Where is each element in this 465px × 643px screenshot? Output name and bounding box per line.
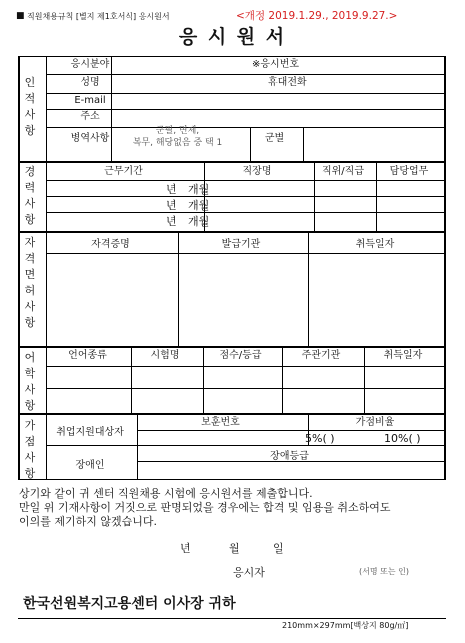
career-row-1-year: 년 [166, 183, 177, 196]
revision-note: <개정 2019.1.29., 2019.9.27.> [236, 10, 398, 22]
personal-section-label: 인적사항 [24, 76, 36, 137]
career-row-2-year: 년 [166, 199, 177, 212]
career-header-duty: 담당업무 [389, 166, 429, 177]
language-header-score: 점수/등급 [219, 350, 262, 361]
regulation-text: 직원채용규칙 [별지 제1호서식] 응시원서 [27, 12, 170, 21]
veteran-target-label: 취업지원대상자 [56, 427, 124, 438]
career-row-3-month: 개월 [188, 215, 210, 228]
disabled-grade-label: 장애등급 [270, 451, 309, 462]
field-label: 응시분야 [70, 59, 110, 70]
career-header-position: 직위/직급 [321, 166, 364, 177]
language-section-label: 어학사항 [24, 351, 36, 412]
paper-spec: 210mm×297mm[백상지 80g/㎡] [282, 621, 409, 630]
header-bullet: ■ [16, 11, 25, 21]
bonus-rate-label: 가점비율 [355, 417, 395, 428]
rate-5-option: 5%( ) [305, 432, 335, 445]
disabled-label: 장애인 [75, 460, 105, 471]
address-label: 주소 [80, 111, 100, 122]
addressee: 한국선원복지고용센터 이사장 귀하 [23, 596, 236, 612]
form-title: 응 시 원 서 [178, 26, 287, 48]
military-label: 병역사항 [70, 133, 110, 144]
exam-no-label: ※응시번호 [252, 59, 300, 70]
branch-label: 군별 [264, 133, 285, 144]
rate-10-option: 10%( ) [384, 432, 421, 445]
career-row-1-month: 개월 [188, 183, 210, 196]
language-header-org: 주관기관 [301, 350, 341, 361]
career-header-period: 근무기간 [104, 166, 143, 177]
declaration-line-2: 만일 위 기재사항이 거짓으로 판명되었을 경우에는 합격 및 임용을 취소하여도 [19, 501, 391, 514]
name-label: 성명 [80, 77, 100, 88]
date-day-label: 일 [273, 542, 284, 555]
career-header-company: 직장명 [242, 166, 272, 177]
military-hint: 군필, 면제, [155, 126, 200, 136]
bonus-section-label: 가점사항 [24, 419, 36, 480]
email-label: E-mail [74, 95, 106, 106]
sign-hint: (서명 또는 인) [359, 567, 409, 576]
license-header-issuer: 발급기관 [221, 239, 261, 250]
military-hint-2: 복무, 해당없음 중 택 1 [132, 138, 223, 148]
phone-label: 휴대전화 [268, 77, 307, 88]
career-section-label: 경력사항 [24, 165, 36, 226]
license-header-date: 취득일자 [355, 239, 395, 250]
declaration-line-3: 이의를 제기하지 않겠습니다. [19, 515, 158, 528]
language-header-date: 취득일자 [383, 350, 423, 361]
applicant-label: 응시자 [233, 566, 265, 579]
language-header-test: 시험명 [150, 350, 180, 361]
career-row-3-year: 년 [166, 215, 177, 228]
license-section-label: 자격면허사항 [24, 236, 36, 329]
veteran-no-label: 보훈번호 [201, 417, 240, 428]
career-row-2-month: 개월 [188, 199, 210, 212]
language-header-type: 언어종류 [68, 350, 107, 361]
license-header-name: 자격증명 [91, 239, 130, 250]
date-month-label: 월 [229, 542, 240, 555]
date-year-label: 년 [180, 542, 191, 555]
declaration-line-1: 상기와 같이 귀 센터 직원채용 시험에 응시원서를 제출합니다. [19, 487, 313, 500]
